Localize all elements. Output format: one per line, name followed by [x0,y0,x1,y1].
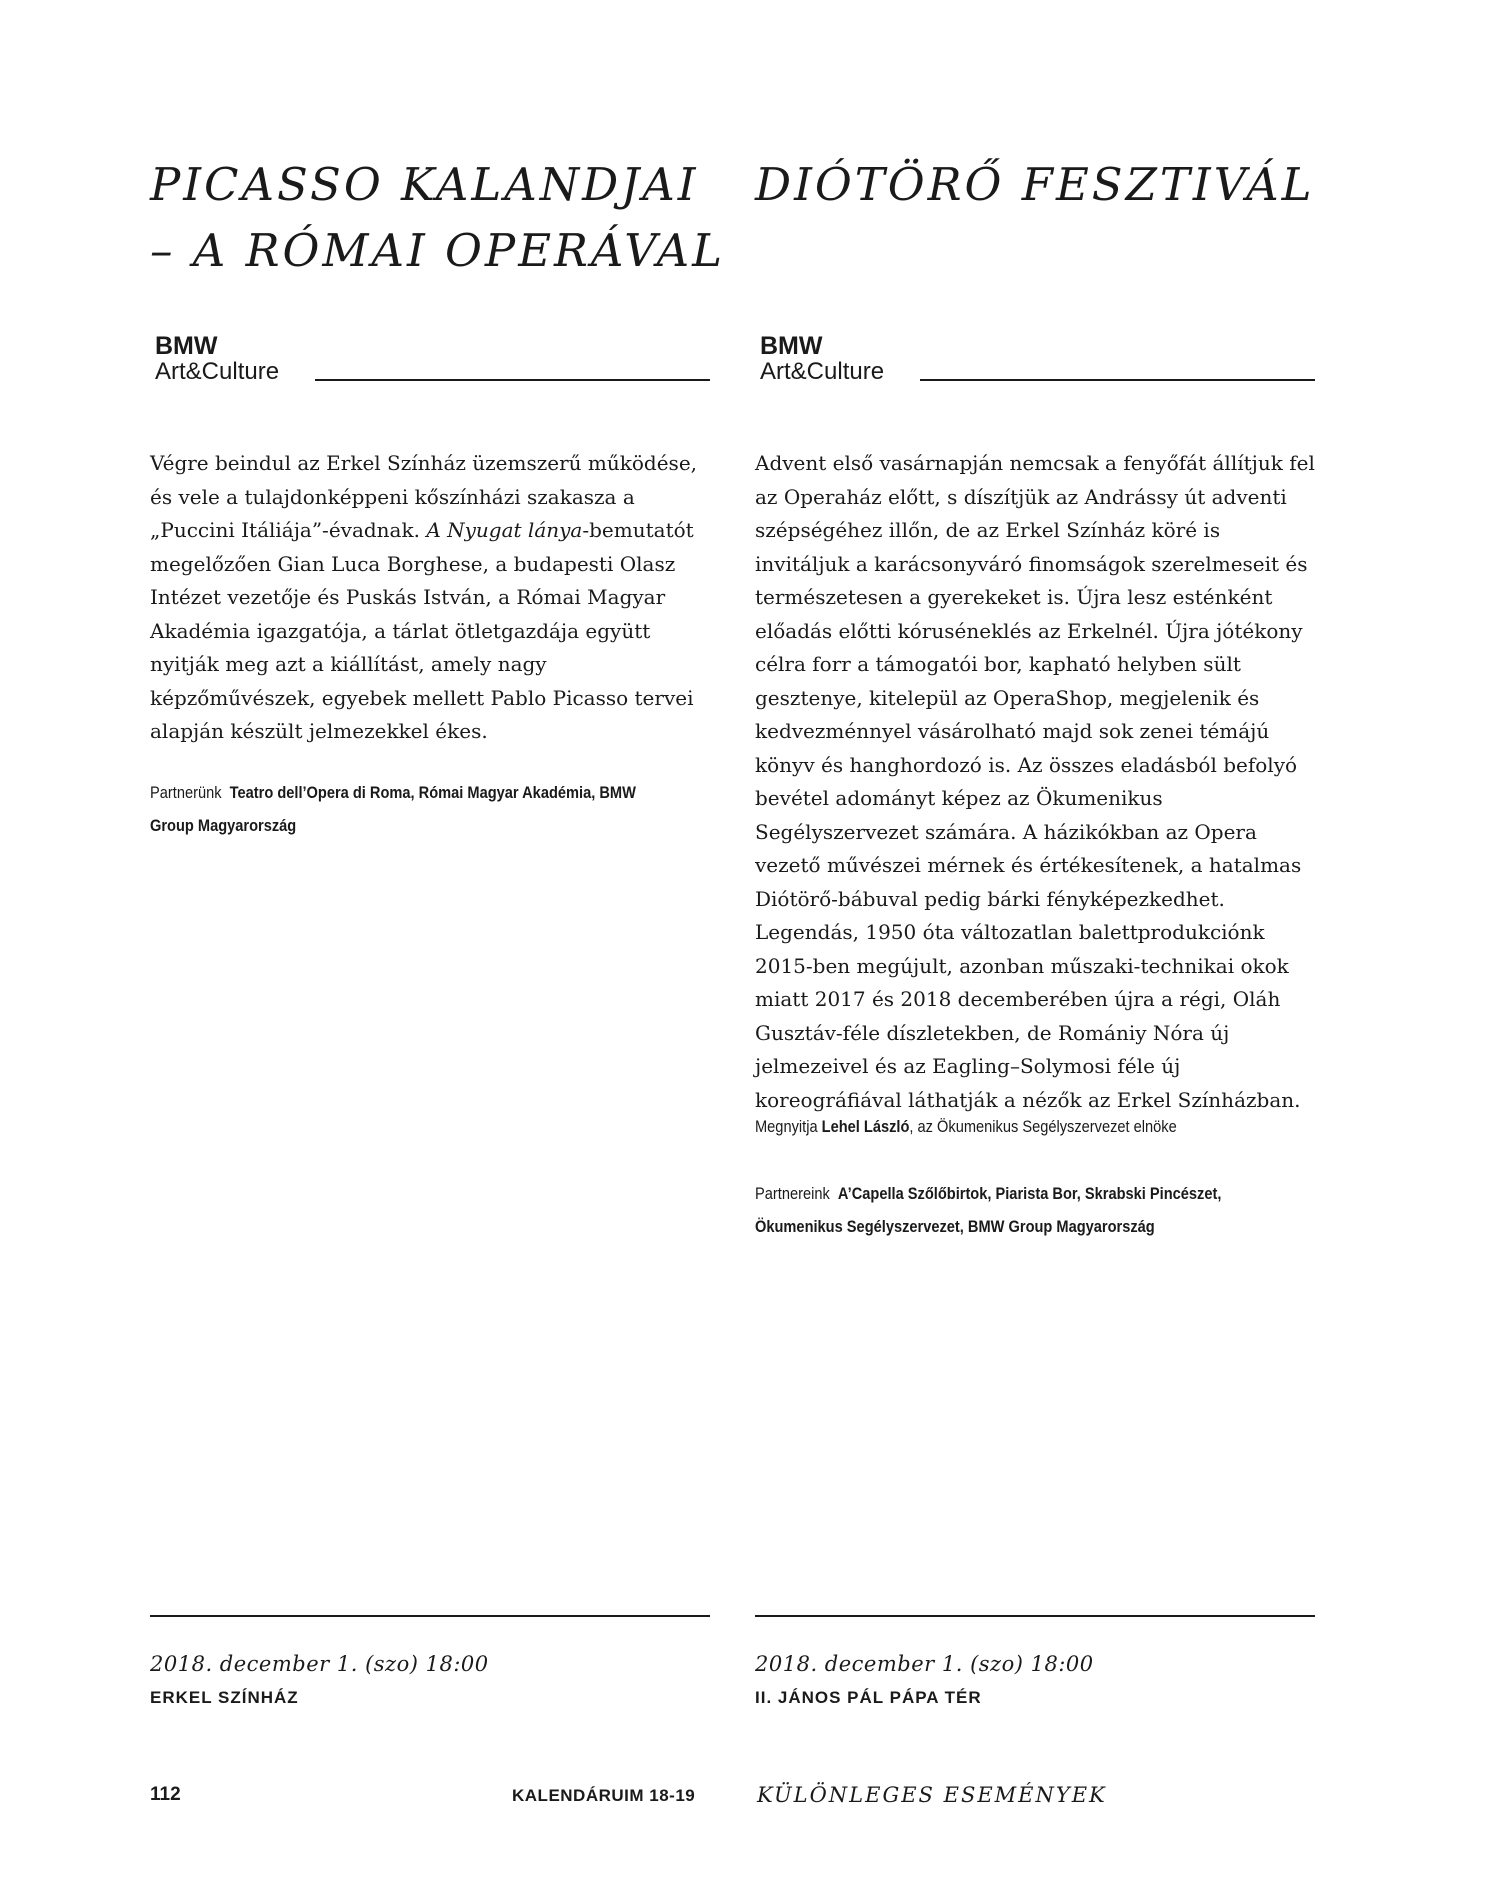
description-text-2: -bemutatót megelőzően Gian Luca Borghese, a budapesti Olasz Intézet vezetője és Puskás István, a Római Magyar Akadémia igazgatója, a tárlat ötletgazdája együtt nyitják meg azt a kiállítást, amely nagy képzőművészek, egyebek mellett Pablo Picasso tervei alapján készült jelmezekkel ékes. [150,518,694,743]
publication-name: KALENDÁRUIM 18-19 [512,1786,696,1805]
event-venue: ERKEL SZÍNHÁZ [150,1688,299,1707]
event-venue: II. JÁNOS PÁL PÁPA TÉR [755,1688,982,1707]
event-title-line-1: DIÓTÖRŐ FESZTIVÁL [755,158,1315,211]
opener-label: Megnyitja [755,1117,818,1136]
sponsor-subtitle: Art&Culture [760,358,885,385]
sponsor-divider [315,379,710,381]
opener-name: Lehel László [821,1117,910,1136]
description-text-1: Végre beindul az Erkel Színház üzemszerű működése, és vele a tulajdonképpeni kőszínházi szakasza a „Puccini Itáliája”-évadnak. [150,451,698,542]
opener-credit [755,1110,1245,1143]
sponsor-logo [760,333,1315,385]
partner-value: A’Capella Szőlőbirtok, Piarista Bor, Skrabski Pincészet, Ökumenikus Segélyszervezet, BMW Group Magyarország [755,1184,1222,1236]
sponsor-brand: BMW [760,332,823,360]
partner-credit [755,1177,1245,1243]
sponsor-brand: BMW [155,332,218,360]
section-title: KÜLÖNLEGES ESEMÉNYEK [757,1783,1107,1807]
bottom-divider [150,1615,710,1617]
partner-label: Partnerünk [150,783,222,802]
event-title-line-2: – A RÓMAI OPERÁVAL [150,224,726,277]
event-date: 2018. december 1. (szo) 18:00 [755,1652,1094,1676]
event-description [755,447,1315,1117]
description-text: Advent első vasárnapján nemcsak a fenyőfát állítjuk fel az Operaház előtt, s díszítjük az Andrássy út adventi szépségéhez illőn, de az Erkel Színház köré is invitáljuk a karácsonyváró finomságok szerelmeseit és természetesen a gyerekeket is. Újra lesz esténként előadás előtti kóruséneklés az Erkelnél. Újra jótékony célra forr a támogatói bor, kapható helyben sült gesztenye, kitelepül az OperaShop, megjelenik és kedvezménnyel vásárolható majd sok zenei témájú könyv és hanghordozó is. Az összes eladásból befolyó bevétel adományt képez az Ökumenikus Segélyszervezet számára. A házikókban az Opera vezető művészei mérnek és értékesítenek, a hatalmas Diótörő-bábuval pedig bárki fényképezkedhet. Legendás, 1950 óta változatlan balettprodukciónk 2015-ben megújult, azonban műszaki-technikai okok miatt 2017 és 2018 decemberében újra a régi, Oláh Gusztáv-féle díszletekben, de Romániy Nóra új jelmezeivel és az Eagling–Solymosi féle új koreográfiával láthatják a nézők az Erkel Színházban. [755,451,1315,1112]
sponsor-subtitle: Art&Culture [155,358,280,385]
event-title [150,152,750,284]
event-title-line-1: PICASSO KALANDJAI [150,158,699,211]
event-description [150,447,710,749]
page-number: 112 [150,1784,181,1805]
sponsor-divider [920,379,1315,381]
partner-label: Partnereink [755,1184,830,1203]
event-date: 2018. december 1. (szo) 18:00 [150,1652,489,1676]
partner-value: Teatro dell’Opera di Roma, Római Magyar Akadémia, BMW Group Magyarország [150,783,636,835]
description-italic-title: A Nyugat lánya [426,518,583,542]
bottom-divider [755,1615,1315,1617]
sponsor-logo [155,333,710,385]
partner-credit [150,776,640,842]
opener-role: , az Ökumenikus Segélyszervezet elnöke [909,1117,1177,1136]
event-title [755,152,1355,218]
